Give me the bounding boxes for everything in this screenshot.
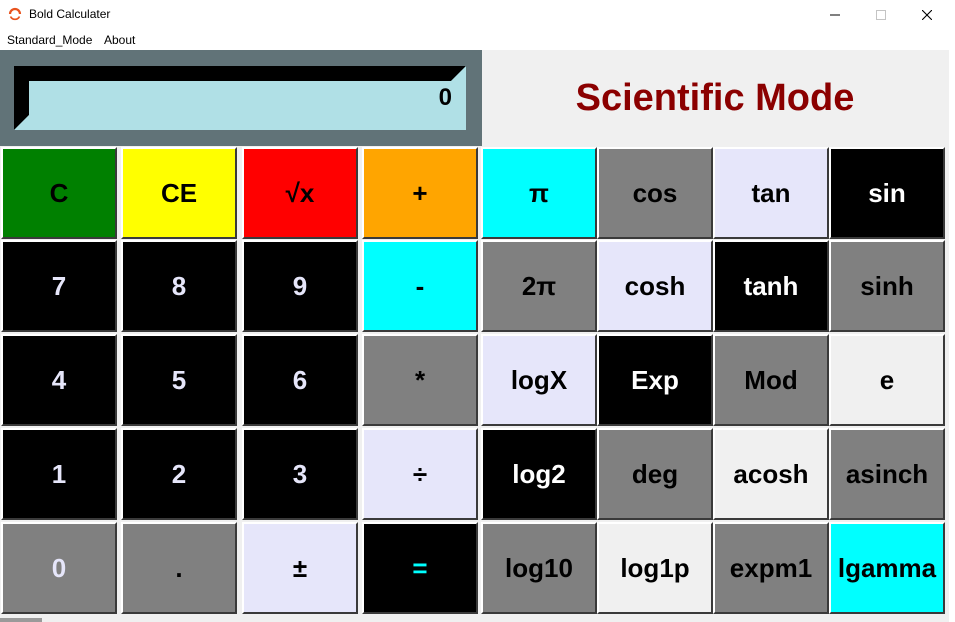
close-icon	[922, 10, 932, 20]
log10-button[interactable]: log10	[481, 522, 597, 614]
logx-button[interactable]: logX	[481, 334, 597, 426]
decimal-button[interactable]: .	[121, 522, 237, 614]
deg-button[interactable]: deg	[597, 428, 713, 520]
close-button[interactable]	[904, 0, 950, 30]
digit-0-button[interactable]: 0	[1, 522, 117, 614]
title-bar[interactable]	[0, 0, 955, 30]
digit-5-button[interactable]: 5	[121, 334, 237, 426]
digit-8-button[interactable]: 8	[121, 240, 237, 332]
subtract-button[interactable]: -	[362, 240, 478, 332]
digit-9-button[interactable]: 9	[242, 240, 358, 332]
digit-6-button[interactable]: 6	[242, 334, 358, 426]
calculator-body	[0, 50, 949, 622]
log2-button[interactable]: log2	[481, 428, 597, 520]
pi-button[interactable]: π	[481, 147, 597, 239]
minimize-button[interactable]	[812, 0, 858, 30]
display-value: 0	[438, 84, 452, 111]
divide-button[interactable]: ÷	[362, 428, 478, 520]
two-pi-button[interactable]: 2π	[481, 240, 597, 332]
digit-4-button[interactable]: 4	[1, 334, 117, 426]
minimize-icon	[830, 10, 840, 20]
sin-button[interactable]: sin	[829, 147, 945, 239]
digit-7-button[interactable]: 7	[1, 240, 117, 332]
e-button[interactable]: e	[829, 334, 945, 426]
tan-button[interactable]: tan	[713, 147, 829, 239]
exp-button[interactable]: Exp	[597, 334, 713, 426]
sinh-button[interactable]: sinh	[829, 240, 945, 332]
expm1-button[interactable]: expm1	[713, 522, 829, 614]
menu-about[interactable]: About	[104, 33, 136, 47]
cos-button[interactable]: cos	[597, 147, 713, 239]
add-button[interactable]: +	[362, 147, 478, 239]
window-title: Bold Calculater	[29, 7, 111, 21]
clear-entry-button[interactable]: CE	[121, 147, 237, 239]
cosh-button[interactable]: cosh	[597, 240, 713, 332]
acosh-button[interactable]: acosh	[713, 428, 829, 520]
sqrt-button[interactable]: √x	[242, 147, 358, 239]
multiply-button[interactable]: *	[362, 334, 478, 426]
mod-button[interactable]: Mod	[713, 334, 829, 426]
log1p-button[interactable]: log1p	[597, 522, 713, 614]
digit-3-button[interactable]: 3	[242, 428, 358, 520]
mode-title: Scientific Mode	[575, 77, 855, 119]
tanh-button[interactable]: tanh	[713, 240, 829, 332]
scroll-hint	[0, 618, 42, 622]
maximize-button[interactable]	[858, 0, 904, 30]
lgamma-button[interactable]: lgamma	[829, 522, 945, 614]
app-icon	[7, 6, 23, 22]
display-panel	[0, 50, 482, 146]
maximize-icon	[876, 10, 886, 20]
menu-bar	[0, 30, 955, 50]
equals-button[interactable]: =	[362, 522, 478, 614]
menu-standard-mode[interactable]: Standard_Mode	[7, 33, 93, 47]
plus-minus-button[interactable]: ±	[242, 522, 358, 614]
digit-2-button[interactable]: 2	[121, 428, 237, 520]
digit-1-button[interactable]: 1	[1, 428, 117, 520]
asinh-button[interactable]: asinch	[829, 428, 945, 520]
clear-button[interactable]: C	[1, 147, 117, 239]
